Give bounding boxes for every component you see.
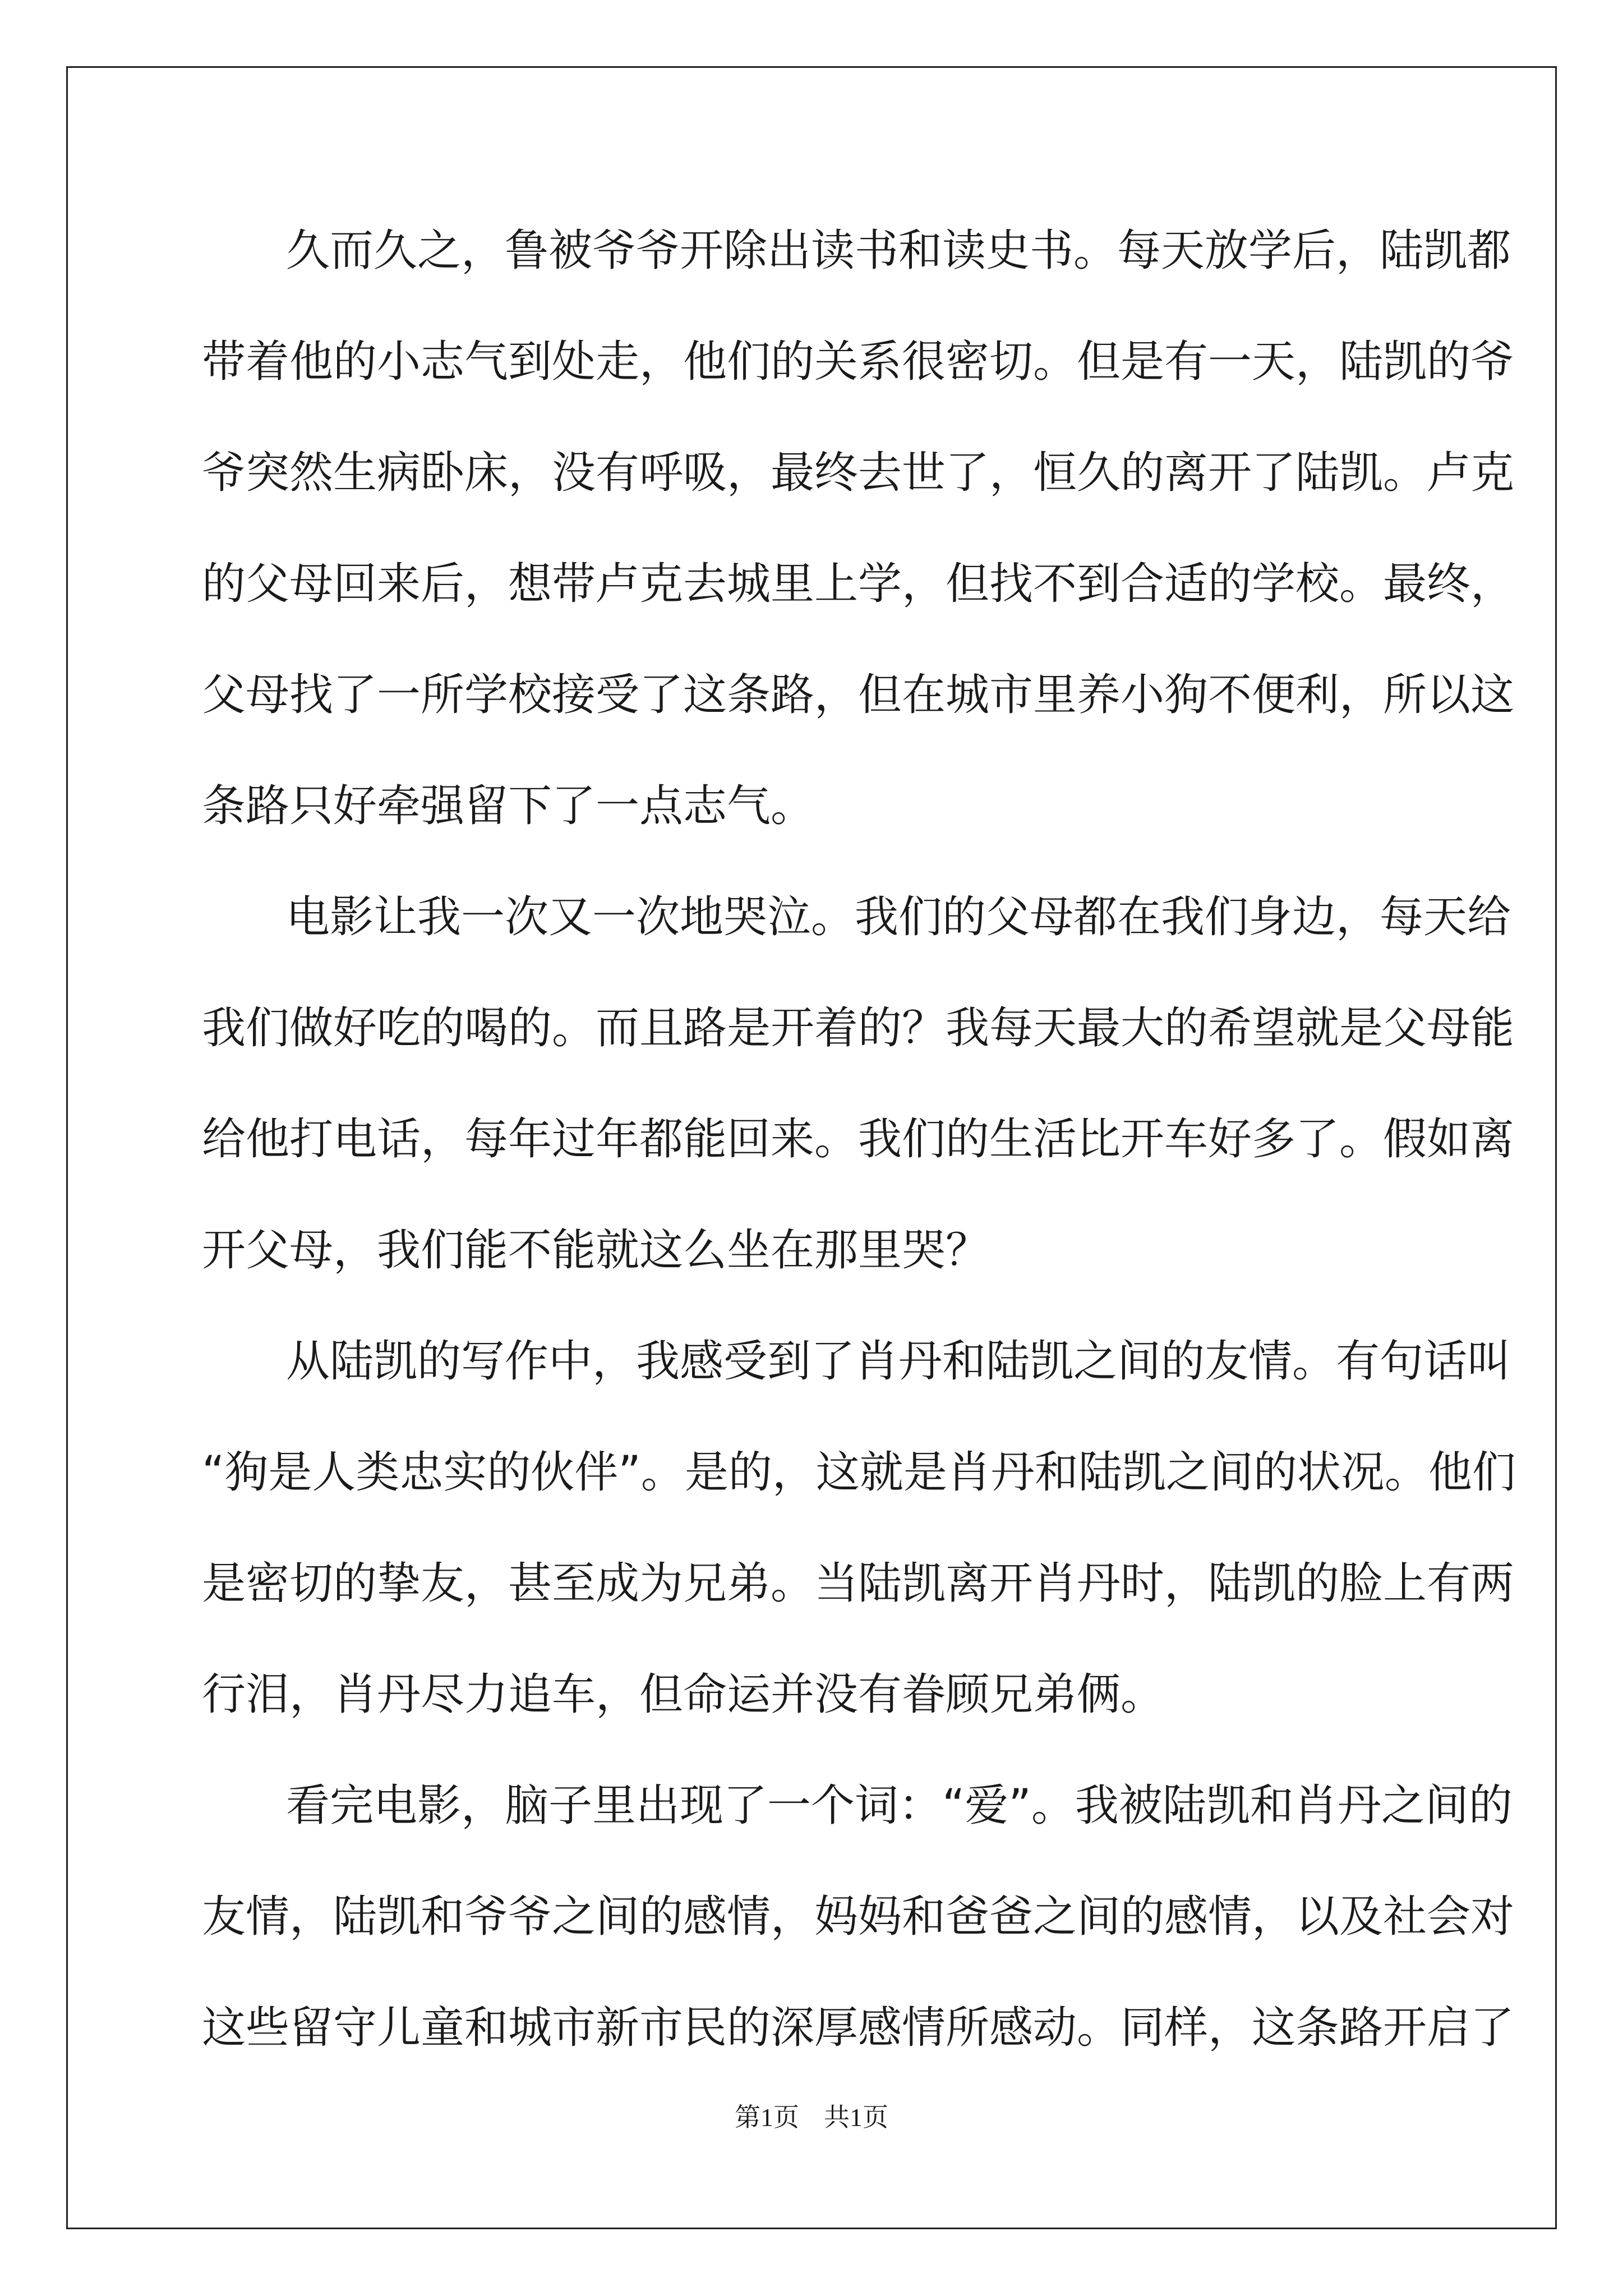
paragraph-4-line-1: 看完电影，脑子里出现了一个词：“爱”。我被陆凯和肖丹之间的 [286,1780,1513,1831]
page-footer [0,2097,1623,2134]
paragraph-1-line-4: 的父母回来后，想带卢克去城里上学，但找不到合适的学校。最终， [202,559,1515,609]
document-body [202,220,1516,2108]
paragraph-4-line-3: 这些留守儿童和城市新市民的深厚感情所感动。同样，这条路开启了 [202,2003,1515,2053]
paragraph-3-line-4: 行泪，肖丹尽力追车，但命运并没有眷顾兄弟俩。 [202,1669,1165,1720]
paragraph-1-line-2: 带着他的小志气到处走，他们的关系很密切。但是有一天，陆凯的爷 [202,337,1515,387]
paragraph-2-line-2: 我们做好吃的喝的。而且路是开着的？我每天最大的希望就是父母能 [202,1003,1515,1053]
paragraph-3-line-3: 是密切的挚友，甚至成为兄弟。当陆凯离开肖丹时，陆凯的脸上有两 [202,1558,1515,1609]
paragraph-1-line-1: 久而久之，鲁被爷爷开除出读书和读史书。每天放学后，陆凯都 [286,226,1511,276]
paragraph-1-line-6: 条路只好牵强留下了一点志气。 [202,781,815,831]
page-number-current: 第1页 [735,2103,799,2132]
paragraph-1-line-3: 爷突然生病卧床，没有呼吸，最终去世了，恒久的离开了陆凯。卢克 [202,448,1515,498]
paragraph-2-line-4: 开父母，我们能不能就这么坐在那里哭？ [202,1225,990,1276]
paragraph-3-line-1: 从陆凯的写作中，我感受到了肖丹和陆凯之间的友情。有句话叫 [286,1336,1511,1387]
paragraph-1-line-5: 父母找了一所学校接受了这条路，但在城市里养小狗不便利，所以这 [202,670,1515,720]
paragraph-2-line-1: 电影让我一次又一次地哭泣。我们的父母都在我们身边，每天给 [286,892,1511,942]
paragraph-4-line-2: 友情，陆凯和爷爷之间的感情，妈妈和爸爸之间的感情，以及社会对 [202,1892,1515,1942]
paragraph-2-line-3: 给他打电话，每年过年都能回来。我们的生活比开车好多了。假如离 [202,1114,1515,1165]
paragraph-3-line-2: “狗是人类忠实的伙伴”。是的，这就是肖丹和陆凯之间的状况。他们 [202,1447,1516,1498]
page-number-total: 共1页 [824,2103,888,2132]
